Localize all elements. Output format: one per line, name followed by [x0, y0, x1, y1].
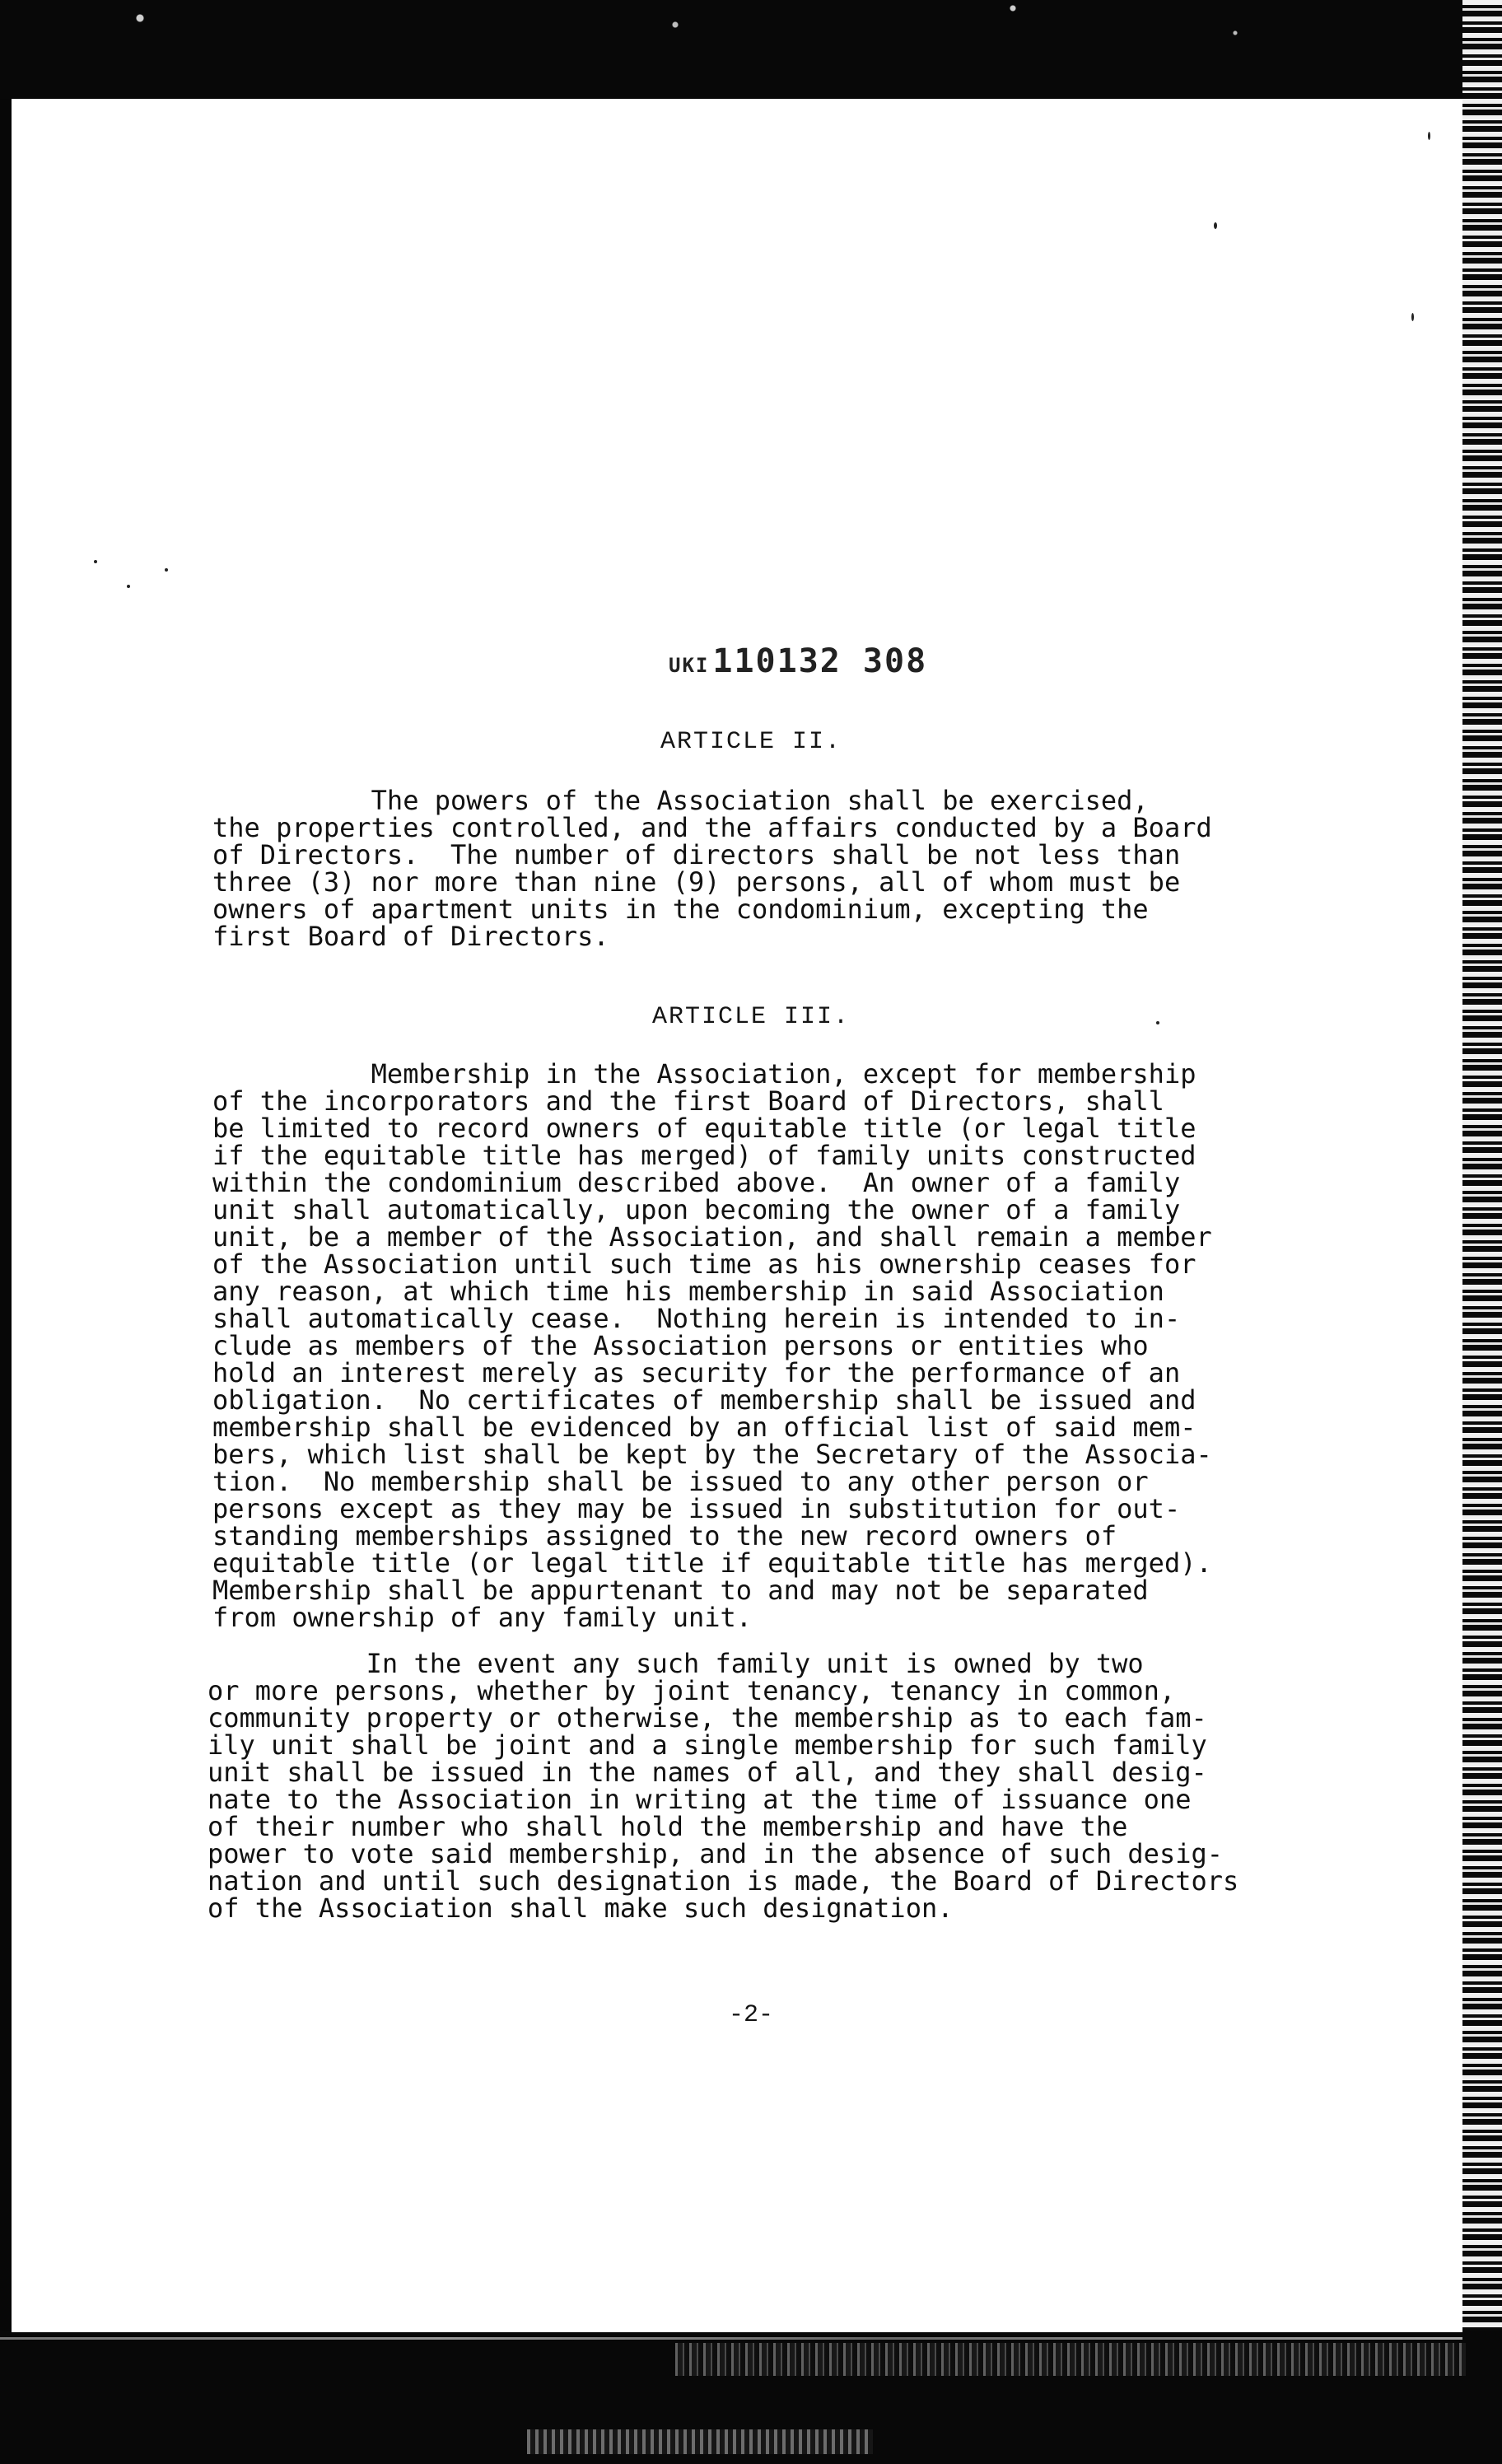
scan-speck: [165, 568, 168, 572]
article-iii-paragraph-1: [212, 1058, 1382, 1633]
text-line: be limited to record owners of equitable title (or legal title: [212, 1113, 1196, 1144]
text-line: of the Association until such time as his ownership ceases for: [212, 1248, 1196, 1280]
text-line: Membership shall be appurtenant to and may not be separated: [212, 1575, 1149, 1606]
text-line: or more persons, whether by joint tenancy, tenancy in common,: [208, 1675, 1176, 1706]
scan-border-top: [0, 0, 1502, 99]
scan-smear: [675, 2343, 1466, 2376]
text-line: of their number who shall hold the membership and have the: [208, 1811, 1128, 1842]
text-line: obligation. No certificates of membership shall be issued and: [212, 1384, 1196, 1416]
text-line: power to vote said membership, and in the absence of such desig-: [208, 1838, 1223, 1869]
scan-speck: [94, 560, 97, 563]
recording-stamp: [669, 642, 927, 680]
scan-speck: [1428, 132, 1430, 140]
article-iii-paragraph-2: [208, 1650, 1377, 1922]
stamp-prefix: UKI: [669, 654, 710, 677]
article-ii-paragraph: [212, 787, 1382, 950]
text-line: In the event any such family unit is owned by two: [208, 1648, 1144, 1679]
article-iii-heading: ARTICLE III.: [651, 1003, 851, 1031]
text-line: persons except as they may be issued in substitution for out-: [212, 1493, 1181, 1524]
text-line: community property or otherwise, the membership as to each fam-: [208, 1702, 1207, 1734]
text-line: any reason, at which time his membership in said Association: [212, 1276, 1164, 1307]
text-line: owners of apartment units in the condominium, excepting the: [212, 894, 1149, 925]
text-line: clude as members of the Association persons or entities who: [212, 1330, 1149, 1361]
text-line: of Directors. The number of directors shall be not less than: [212, 839, 1181, 870]
text-line: standing memberships assigned to the new record owners of: [212, 1520, 1117, 1552]
text-line: unit shall be issued in the names of all, and they shall desig-: [208, 1757, 1207, 1788]
text-line: ily unit shall be joint and a single membership for such family: [208, 1729, 1207, 1761]
text-line: unit, be a member of the Association, and shall remain a member: [212, 1221, 1212, 1253]
scan-border-right: [1462, 0, 1502, 2464]
text-line: the properties controlled, and the affairs conducted by a Board: [212, 812, 1212, 843]
text-line: shall automatically cease. Nothing herein is intended to in-: [212, 1303, 1181, 1334]
text-line: first Board of Directors.: [212, 921, 609, 952]
text-line: The powers of the Association shall be exercised,: [212, 785, 1149, 816]
scan-smear: [527, 2429, 873, 2454]
text-line: of the Association shall make such designation.: [208, 1892, 954, 1924]
text-line: of the incorporators and the first Board of Directors, shall: [212, 1085, 1164, 1117]
text-line: membership shall be evidenced by an official list of said mem-: [212, 1412, 1196, 1443]
text-line: within the condominium described above. An owner of a family: [212, 1167, 1181, 1198]
text-line: bers, which list shall be kept by the Secretary of the Associa-: [212, 1439, 1212, 1470]
stamp-number: 110132 308: [712, 642, 928, 680]
scan-speck: [1411, 313, 1414, 321]
page-number: -2-: [728, 2001, 773, 2029]
text-line: if the equitable title has merged) of family units constructed: [212, 1140, 1196, 1171]
scan-speck: [1214, 222, 1217, 229]
text-line: from ownership of any family unit.: [212, 1602, 753, 1633]
text-line: three (3) nor more than nine (9) persons, all of whom must be: [212, 866, 1181, 898]
scan-speck: [127, 585, 130, 588]
text-line: equitable title (or legal title if equitable title has merged).: [212, 1547, 1212, 1579]
text-line: Membership in the Association, except for membership: [212, 1058, 1196, 1090]
text-line: tion. No membership shall be issued to any other person or: [212, 1466, 1149, 1497]
text-line: nation and until such designation is made, the Board of Directors: [208, 1865, 1239, 1897]
text-line: hold an interest merely as security for the performance of an: [212, 1357, 1181, 1388]
article-ii-heading: ARTICLE II.: [660, 728, 842, 756]
text-line: unit shall automatically, upon becoming the owner of a family: [212, 1194, 1181, 1225]
text-line: nate to the Association in writing at the time of issuance one: [208, 1784, 1192, 1815]
